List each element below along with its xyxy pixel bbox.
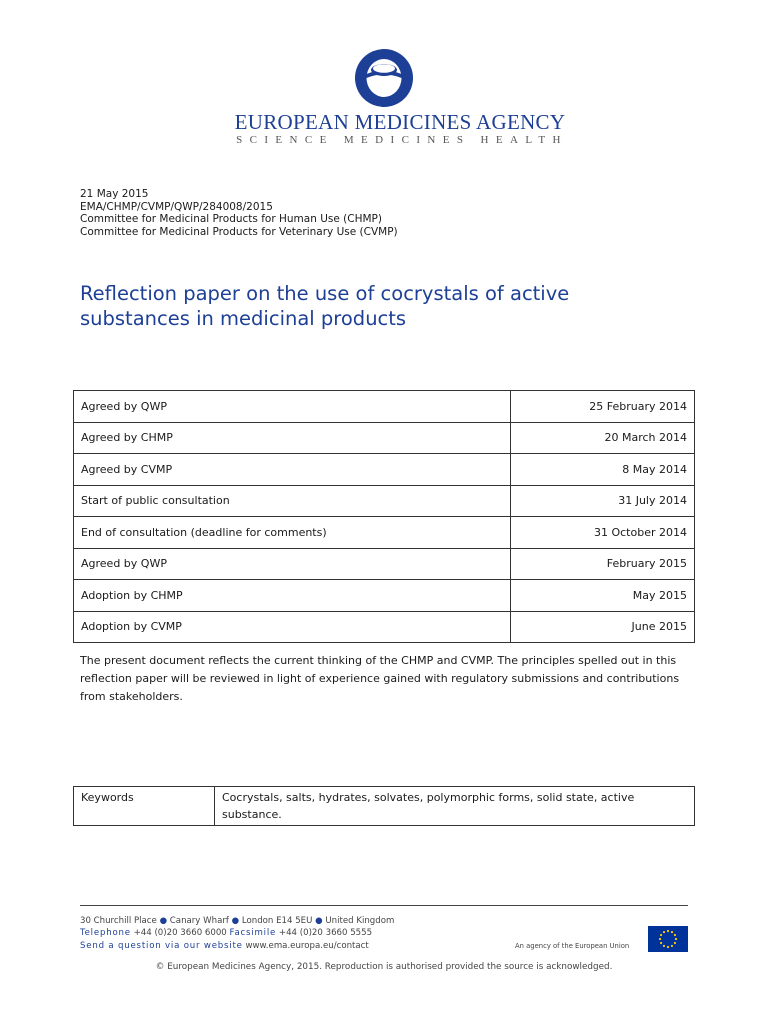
address-street: 30 Churchill Place xyxy=(80,916,157,926)
document-meta xyxy=(80,188,398,238)
table-row xyxy=(74,485,695,517)
committee-human: Committee for Medicinal Products for Human Use (CHMP) xyxy=(80,213,382,225)
agency-name: EUROPEAN MEDICINES AGENCY xyxy=(234,110,566,134)
phone-line xyxy=(80,927,394,939)
milestone-date: 8 May 2014 xyxy=(511,454,695,486)
table-row xyxy=(74,787,695,826)
eu-star-icon xyxy=(667,930,669,932)
facsimile-number: +44 (0)20 3660 5555 xyxy=(278,928,373,939)
eu-star-icon xyxy=(671,945,673,947)
eu-star-icon xyxy=(671,931,673,933)
milestone-date: 31 July 2014 xyxy=(511,485,695,517)
copyright-notice: © European Medicines Agency, 2015. Reproduction is authorised provided the source is acknowledged. xyxy=(155,962,613,972)
committee-vet: Committee for Medicinal Products for Veterinary Use (CVMP) xyxy=(80,225,398,238)
footer-address xyxy=(80,915,394,952)
keywords-label: Keywords xyxy=(74,787,215,826)
eu-star-icon xyxy=(660,934,662,936)
milestone-date: May 2015 xyxy=(511,580,695,612)
milestone-event: Agreed by CVMP xyxy=(74,454,511,486)
milestone-event: Agreed by QWP xyxy=(74,391,511,423)
milestone-date: 20 March 2014 xyxy=(511,422,695,454)
document-date: 21 May 2015 xyxy=(80,188,149,200)
telephone-label: Telephone xyxy=(80,928,131,939)
eu-star-icon xyxy=(667,946,669,948)
milestone-date: February 2015 xyxy=(511,548,695,580)
milestone-event: Agreed by CHMP xyxy=(74,422,511,454)
logo xyxy=(0,48,768,108)
table-row xyxy=(74,517,695,549)
eu-star-icon xyxy=(674,942,676,944)
milestone-event: Adoption by CHMP xyxy=(74,580,511,612)
eu-agency-text: An agency of the European Union xyxy=(515,942,630,950)
table-row xyxy=(74,454,695,486)
address-city: London E14 5EU xyxy=(241,916,313,926)
address-line xyxy=(80,915,394,927)
table-row xyxy=(74,611,695,643)
telephone-number: +44 (0)20 3660 6000 xyxy=(133,928,227,939)
facsimile-label: Facsimile xyxy=(229,928,277,939)
table-row xyxy=(74,580,695,612)
bullet-icon: ● xyxy=(231,916,240,926)
document-title: Reflection paper on the use of cocrystals of active substances in medicinal products xyxy=(80,282,570,330)
eu-star-icon xyxy=(675,938,677,940)
question-label: Send a question via our website xyxy=(80,940,243,951)
keywords-value: Cocrystals, salts, hydrates, solvates, polymorphic forms, solid state, active substance. xyxy=(215,787,695,826)
milestone-event: End of consultation (deadline for comments) xyxy=(74,517,511,549)
bullet-icon: ● xyxy=(159,916,168,926)
eu-star-icon xyxy=(674,934,676,936)
ema-logo-icon xyxy=(352,48,416,108)
table-row xyxy=(74,548,695,580)
milestone-date: 25 February 2014 xyxy=(511,391,695,423)
footer-divider xyxy=(80,905,688,906)
milestone-date: June 2015 xyxy=(511,611,695,643)
bullet-icon: ● xyxy=(315,916,323,926)
table-row xyxy=(74,391,695,423)
address-area: Canary Wharf xyxy=(169,916,229,926)
milestone-date: 31 October 2014 xyxy=(511,517,695,549)
eu-star-icon xyxy=(663,931,665,933)
address-country: United Kingdom xyxy=(325,916,395,926)
keywords-table xyxy=(73,786,695,826)
website-line xyxy=(80,940,394,952)
eu-flag-icon xyxy=(648,926,688,952)
eu-star-icon xyxy=(659,938,661,940)
intro-paragraph: The present document reflects the current thinking of the CHMP and CVMP. The principles spelled out in this reflection paper will be reviewed in light of experience gained with regulatory submissions and contributions from stakeholders. xyxy=(80,654,680,703)
milestone-event: Agreed by QWP xyxy=(74,548,511,580)
milestone-event: Adoption by CVMP xyxy=(74,611,511,643)
agency-tagline: SCIENCE MEDICINES HEALTH xyxy=(236,134,568,146)
eu-star-icon xyxy=(663,945,665,947)
website-link[interactable]: www.ema.europa.eu/contact xyxy=(245,940,369,951)
document-reference: EMA/CHMP/CVMP/QWP/284008/2015 xyxy=(80,200,273,213)
table-row xyxy=(74,422,695,454)
milestones-table xyxy=(73,390,695,643)
eu-star-icon xyxy=(660,942,662,944)
milestone-event: Start of public consultation xyxy=(74,485,511,517)
